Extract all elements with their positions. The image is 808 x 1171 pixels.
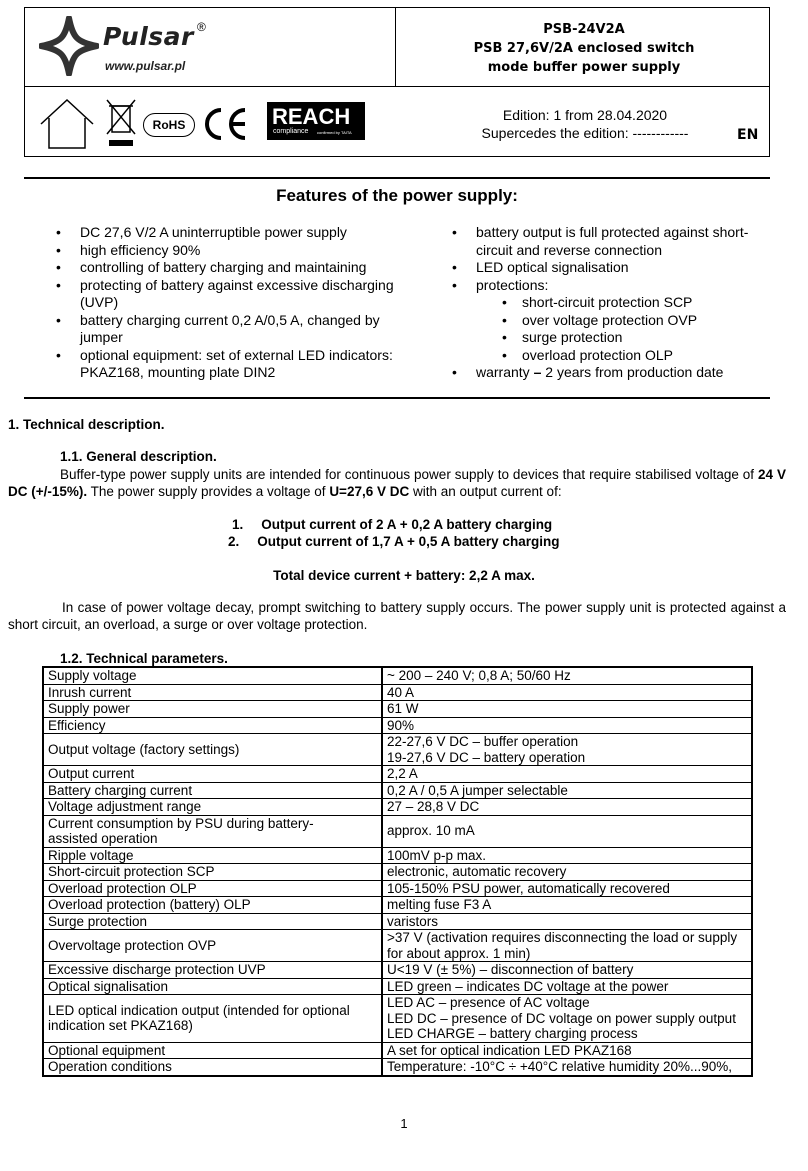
- table-row: [43, 1042, 752, 1059]
- feature-item: • DC 27,6 V/2 A uninterruptible power supply: [56, 224, 416, 242]
- feature-item: • battery charging current 0,2 A/0,5 A, changed by jumper: [56, 312, 416, 347]
- technical-parameters-table: [42, 666, 753, 1077]
- output-option-1: [232, 516, 552, 533]
- parameter-name: Optional equipment: [43, 1042, 382, 1059]
- page-number: 1: [400, 1116, 408, 1131]
- protection-item: • surge protection: [452, 329, 770, 347]
- p1-voltage: 24 V DC (+/-15%).: [8, 467, 786, 499]
- table-row: [43, 847, 752, 864]
- table-row: [43, 978, 752, 995]
- parameter-value: ~ 200 – 240 V; 0,8 A; 50/60 Hz: [382, 667, 752, 684]
- feature-item: • controlling of battery charging and maintaining: [56, 259, 416, 277]
- features-top-rule: [24, 177, 770, 179]
- protection-paragraph: In case of power voltage decay, prompt switching to battery supply occurs. The power supply unit is protected against a short circuit, an overload, a surge or over voltage protection.: [8, 600, 786, 632]
- parameter-name: Operation conditions: [43, 1059, 382, 1076]
- parameter-name: Inrush current: [43, 684, 382, 701]
- feature-item: • protecting of battery against excessive discharging (UVP): [56, 277, 416, 312]
- parameter-value: 27 – 28,8 V DC: [382, 799, 752, 816]
- reach-sub: compliance: [273, 128, 309, 135]
- parameter-name: Supply voltage: [43, 667, 382, 684]
- pulsar-logo: [35, 14, 365, 84]
- edition-date: Edition: 1 from 28.04.2020: [502, 107, 668, 123]
- protection-item: • overload protection OLP: [452, 347, 770, 365]
- supersedes: Supercedes the edition: ------------: [481, 125, 689, 141]
- features-right-list: [452, 224, 770, 382]
- parameter-value: LED green – indicates DC voltage at the power: [382, 978, 752, 995]
- parameter-value: 40 A: [382, 684, 752, 701]
- registered-mark: ®: [197, 20, 206, 34]
- table-row: [43, 701, 752, 718]
- parameter-name: Overload protection OLP: [43, 880, 382, 897]
- brand-name: Pulsar: [103, 22, 194, 51]
- feature-item: • battery output is full protected against short-circuit and reverse connection: [452, 224, 770, 259]
- parameter-name: Excessive discharge protection UVP: [43, 962, 382, 979]
- subsection-technical: 1.2. Technical parameters.: [60, 651, 228, 666]
- document-header: [24, 7, 770, 157]
- p1-text: Buffer-type power supply units are intended for continuous power supply to devices that require stabilised voltage of: [60, 467, 759, 482]
- feature-item-warranty: [452, 364, 770, 382]
- title-line-3: mode buffer power supply: [487, 60, 681, 75]
- warranty-rest: 2 years from production date: [541, 364, 724, 380]
- parameter-value: electronic, automatic recovery: [382, 864, 752, 881]
- option-2-text: Output current of 1,7 A + 0,5 A battery charging: [257, 534, 560, 549]
- parameter-name: Short-circuit protection SCP: [43, 864, 382, 881]
- features-left-list: [56, 224, 416, 382]
- pulsar-star-icon: [39, 16, 99, 76]
- certification-icons: [35, 96, 385, 152]
- table-row: [43, 913, 752, 930]
- option-2-number: 2.: [228, 534, 240, 549]
- language-code: EN: [737, 127, 759, 143]
- option-1-text: Output current of 2 A + 0,2 A battery charging: [261, 517, 553, 532]
- table-row: [43, 782, 752, 799]
- warranty-dash: –: [533, 364, 542, 380]
- parameter-name: Efficiency: [43, 717, 382, 734]
- table-row: [43, 930, 752, 962]
- protections-sublist: [452, 294, 770, 364]
- header-vertical-divider: [395, 8, 396, 86]
- output-option-2: [228, 533, 559, 550]
- parameter-name: Optical signalisation: [43, 978, 382, 995]
- parameter-value: approx. 10 mA: [382, 815, 752, 847]
- p1-text-2: The power supply provides a voltage of: [87, 484, 330, 499]
- parameter-value: A set for optical indication LED PKAZ168: [382, 1042, 752, 1059]
- parameter-value: 0,2 A / 0,5 A jumper selectable: [382, 782, 752, 799]
- section-heading: 1. Technical description.: [8, 417, 165, 432]
- parameter-name: Current consumption by PSU during battery- assisted operation: [43, 815, 382, 847]
- table-row: [43, 734, 752, 766]
- table-row: [43, 799, 752, 816]
- product-title: [397, 20, 771, 77]
- table-row: [43, 897, 752, 914]
- parameter-value: U<19 V (± 5%) – disconnection of battery: [382, 962, 752, 979]
- parameter-name: Ripple voltage: [43, 847, 382, 864]
- ce-icon: [201, 104, 249, 144]
- edition-info: [445, 106, 725, 142]
- p1-output-voltage: U=27,6 V DC: [329, 484, 410, 499]
- parameter-value: 2,2 A: [382, 766, 752, 783]
- warranty-prefix: warranty: [476, 364, 534, 380]
- features-bottom-rule: [24, 397, 770, 399]
- parameter-name: Overvoltage protection OVP: [43, 930, 382, 962]
- parameter-value: LED AC – presence of AC voltage LED DC – presence of DC voltage on power supply output LED CHARGE – battery charging process: [382, 995, 752, 1043]
- protection-item: • short-circuit protection SCP: [452, 294, 770, 312]
- parameter-value: 22-27,6 V DC – buffer operation 19-27,6 V DC – battery operation: [382, 734, 752, 766]
- reach-note: confirmed by TAITA: [317, 130, 352, 135]
- feature-item: • high efficiency 90%: [56, 242, 416, 260]
- parameter-value: 105-150% PSU power, automatically recovered: [382, 880, 752, 897]
- parameter-value: 61 W: [382, 701, 752, 718]
- header-divider: [25, 86, 769, 87]
- feature-item: • optional equipment: set of external LED indicators: PKAZ168, mounting plate DIN2: [56, 347, 416, 382]
- protections-sublist-wrapper: [452, 294, 770, 364]
- table-row: [43, 717, 752, 734]
- table-row: [43, 864, 752, 881]
- house-icon: [37, 96, 97, 152]
- features-title: Features of the power supply:: [276, 186, 518, 205]
- parameter-value: 90%: [382, 717, 752, 734]
- parameter-value: 100mV p-p max.: [382, 847, 752, 864]
- rohs-icon: [143, 113, 195, 137]
- table-row: [43, 880, 752, 897]
- table-row: [43, 667, 752, 684]
- parameter-name: Surge protection: [43, 913, 382, 930]
- parameter-value: melting fuse F3 A: [382, 897, 752, 914]
- brand-url: www.pulsar.pl: [105, 59, 186, 73]
- parameter-value: >37 V (activation requires disconnecting the load or supply for about approx. 1 min): [382, 930, 752, 962]
- title-line-1: PSB-24V2A: [543, 22, 625, 37]
- parameter-name: Overload protection (battery) OLP: [43, 897, 382, 914]
- crossed-bin-icon: [105, 98, 139, 150]
- reach-icon: [267, 102, 365, 140]
- subsection-general: 1.1. General description.: [60, 449, 217, 464]
- parameter-name: Voltage adjustment range: [43, 799, 382, 816]
- parameter-name: Battery charging current: [43, 782, 382, 799]
- title-line-2: PSB 27,6V/2A enclosed switch: [473, 41, 695, 56]
- table-row: [43, 962, 752, 979]
- table-row: [43, 815, 752, 847]
- protection-item: • over voltage protection OVP: [452, 312, 770, 330]
- parameter-name: Output current: [43, 766, 382, 783]
- option-1-number: 1.: [232, 517, 244, 532]
- table-row: [43, 995, 752, 1043]
- feature-item: • protections:: [452, 277, 770, 295]
- table-row: [43, 1059, 752, 1076]
- rohs-label: RoHS: [152, 118, 186, 132]
- parameter-value: Temperature: -10°C ÷ +40°C relative humidity 20%...90%,: [382, 1059, 752, 1076]
- parameter-name: LED optical indication output (intended for optional indication set PKAZ168): [43, 995, 382, 1043]
- parameter-name: Output voltage (factory settings): [43, 734, 382, 766]
- feature-item: • LED optical signalisation: [452, 259, 770, 277]
- p1-text-3: with an output current of:: [409, 484, 562, 499]
- total-current: Total device current + battery: 2,2 A max.: [273, 568, 535, 583]
- reach-label: REACH: [272, 104, 351, 129]
- parameter-name: Supply power: [43, 701, 382, 718]
- table-row: [43, 766, 752, 783]
- parameter-value: varistors: [382, 913, 752, 930]
- table-row: [43, 684, 752, 701]
- general-description: [8, 466, 786, 500]
